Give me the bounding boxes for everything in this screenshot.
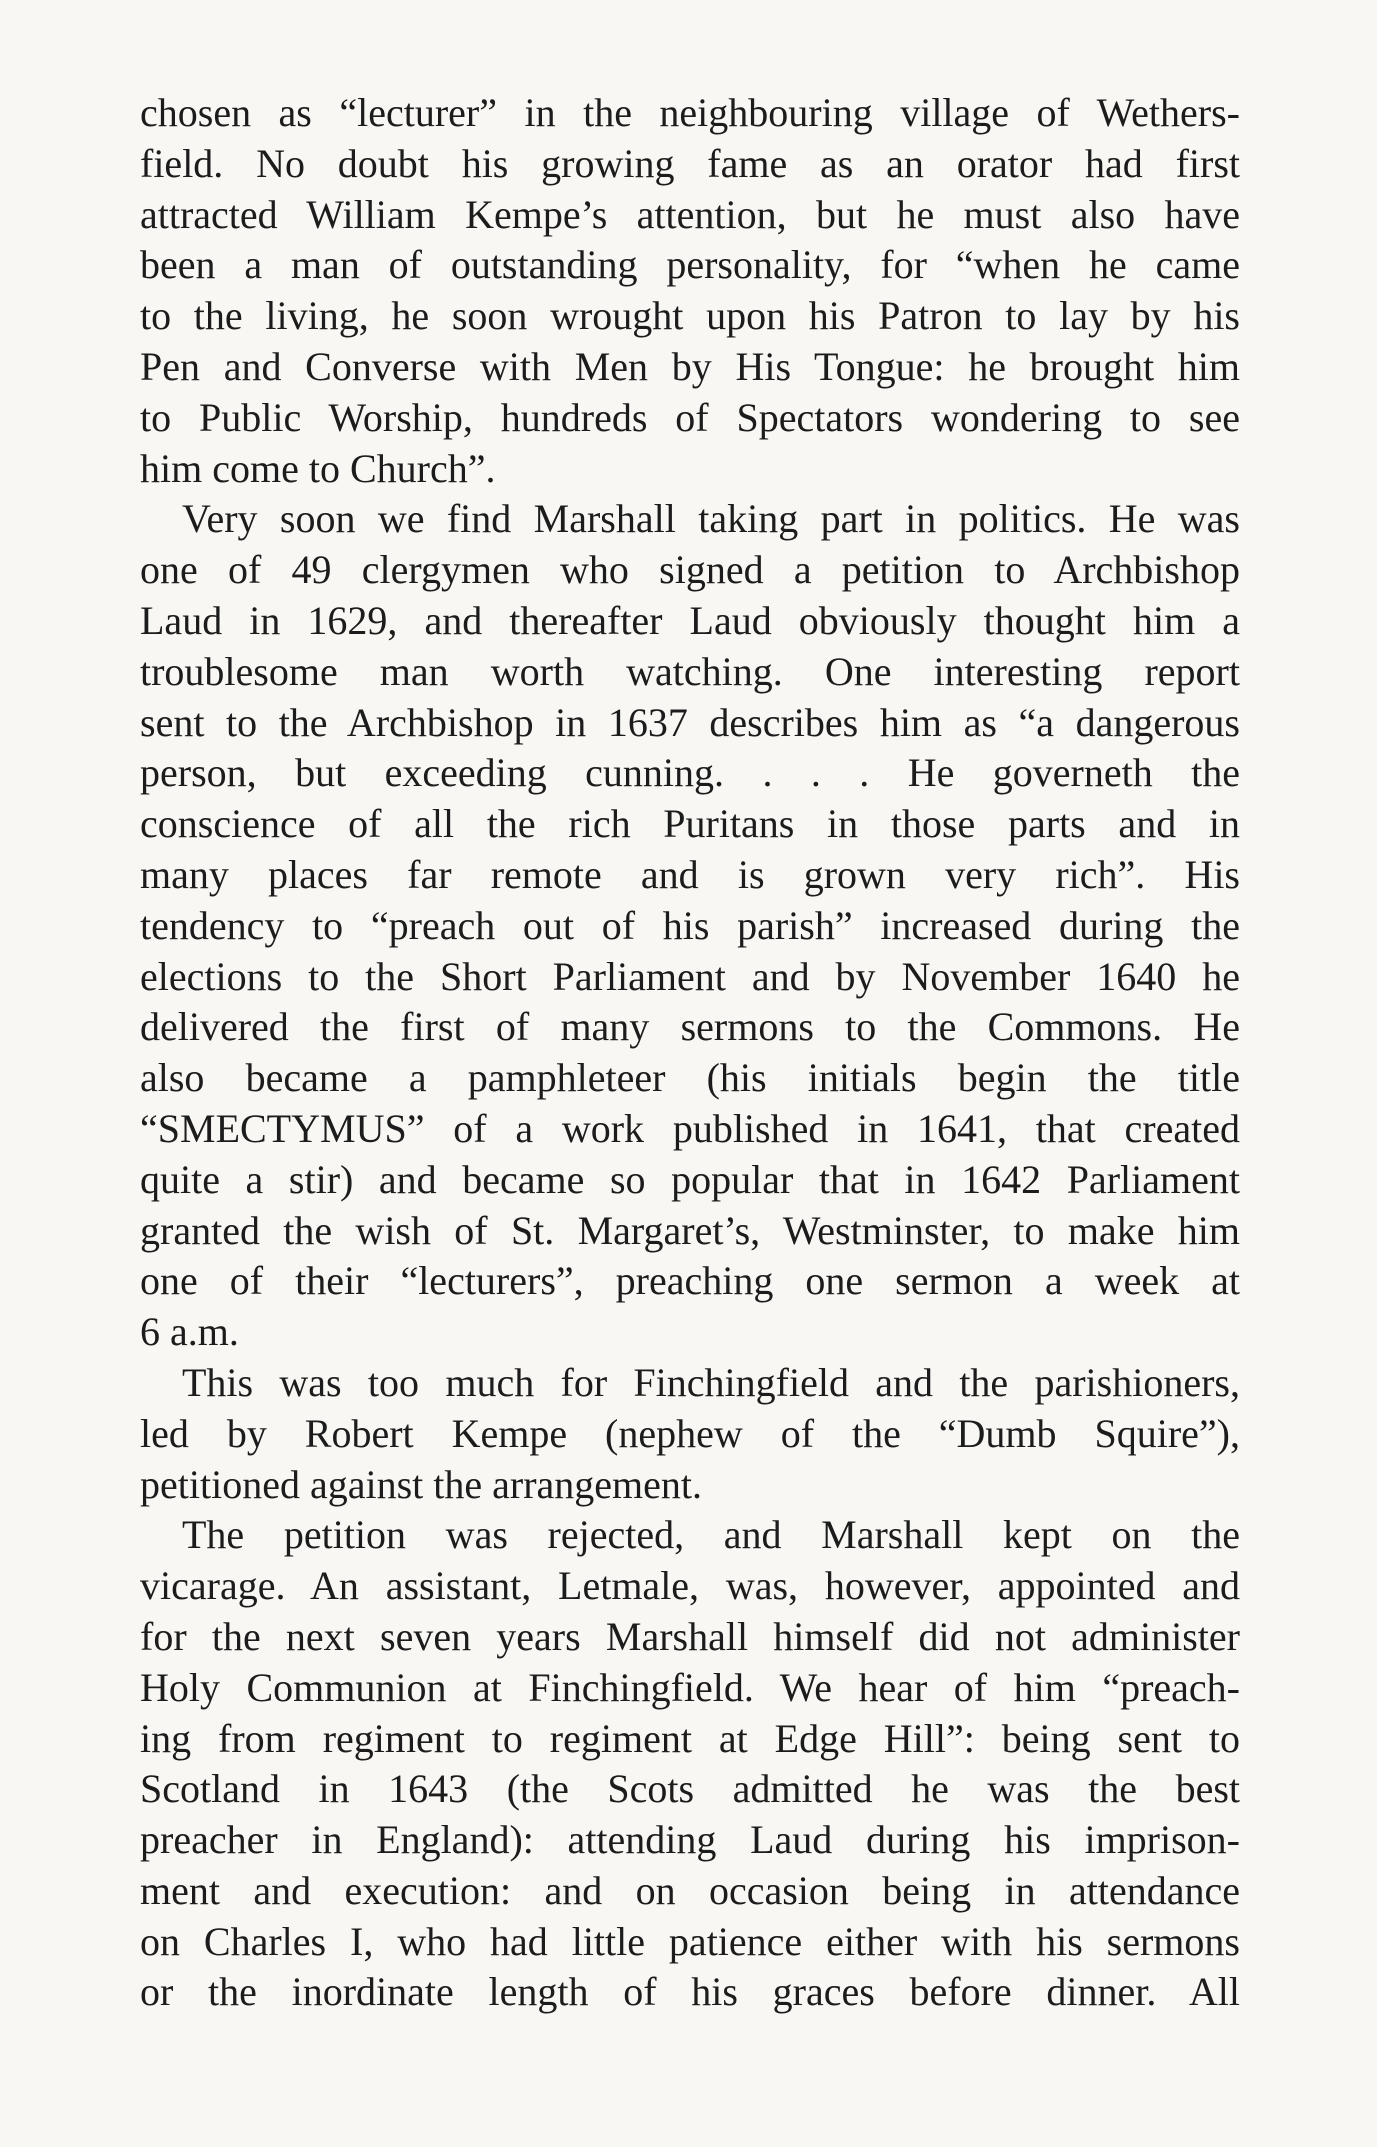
text-line: conscience of all the rich Puritans in those parts and in bbox=[140, 801, 1240, 847]
text-line: preacher in England): attending Laud during his imprison- bbox=[140, 1817, 1240, 1863]
text-line: person, but exceeding cunning. . . . He governeth the bbox=[140, 750, 1240, 796]
text-line: also became a pamphleteer (his initials begin the title bbox=[140, 1055, 1240, 1101]
text-line: vicarage. An assistant, Letmale, was, however, appointed and bbox=[140, 1563, 1240, 1609]
text-line: elections to the Short Parliament and by November 1640 he bbox=[140, 953, 1240, 999]
text-line: This was too much for Finchingfield and the parishioners, bbox=[182, 1359, 1240, 1405]
paragraph-1 bbox=[140, 88, 1240, 494]
text-line: ing from regiment to regiment at Edge Hill”: being sent to bbox=[140, 1715, 1240, 1761]
text-line: him come to Church”. bbox=[140, 445, 496, 491]
text-line: “SMECTYMUS” of a work published in 1641, that created bbox=[140, 1105, 1240, 1151]
text-line: to Public Worship, hundreds of Spectators wondering to see bbox=[140, 394, 1240, 440]
text-line: many places far remote and is grown very rich”. His bbox=[140, 851, 1240, 897]
text-line: one of 49 clergymen who signed a petition to Archbishop bbox=[140, 547, 1240, 593]
text-line: petitioned against the arrangement. bbox=[140, 1461, 703, 1507]
text-line: quite a stir) and became so popular that in 1642 Parliament bbox=[140, 1156, 1240, 1202]
text-line: chosen as “lecturer” in the neighbouring village of Wethers- bbox=[140, 90, 1240, 135]
text-line: been a man of outstanding personality, for “when he came bbox=[140, 242, 1240, 288]
paragraph-2 bbox=[140, 494, 1240, 1358]
paragraph-4 bbox=[140, 1510, 1240, 2018]
text-line: field. No doubt his growing fame as an orator had first bbox=[140, 140, 1240, 186]
text-line: The petition was rejected, and Marshall kept on the bbox=[182, 1512, 1240, 1558]
text-line: granted the wish of St. Margaret’s, Westminster, to make him bbox=[140, 1207, 1240, 1253]
text-line: Holy Communion at Finchingfield. We hear of him “preach- bbox=[140, 1664, 1240, 1710]
text-line: sent to the Archbishop in 1637 describes him as “a dangerous bbox=[140, 699, 1240, 745]
text-line: Pen and Converse with Men by His Tongue: he brought him bbox=[140, 343, 1240, 389]
text-line: Very soon we find Marshall taking part in politics. He was bbox=[182, 496, 1240, 542]
text-line: or the inordinate length of his graces before dinner. All bbox=[140, 1969, 1240, 2015]
text-line: for the next seven years Marshall himself did not administer bbox=[140, 1613, 1240, 1659]
text-line: Laud in 1629, and thereafter Laud obviously thought him a bbox=[140, 597, 1240, 643]
text-line: delivered the first of many sermons to the Commons. He bbox=[140, 1004, 1240, 1050]
text-line: Scotland in 1643 (the Scots admitted he was the best bbox=[140, 1766, 1240, 1812]
paragraph-3 bbox=[140, 1358, 1240, 1510]
text-line: to the living, he soon wrought upon his Patron to lay by his bbox=[140, 293, 1240, 339]
text-line: led by Robert Kempe (nephew of the “Dumb Squire”), bbox=[140, 1410, 1240, 1456]
text-line: troublesome man worth watching. One interesting report bbox=[140, 648, 1240, 694]
text-line: ment and execution: and on occasion being in attendance bbox=[140, 1867, 1240, 1913]
text-line: on Charles I, who had little patience either with his sermons bbox=[140, 1918, 1240, 1964]
text-line: 6 a.m. bbox=[140, 1309, 239, 1355]
text-line: tendency to “preach out of his parish” increased during the bbox=[140, 902, 1240, 948]
text-line: attracted William Kempe’s attention, but he must also have bbox=[140, 191, 1240, 237]
text-line: one of their “lecturers”, preaching one sermon a week at bbox=[140, 1258, 1240, 1304]
body-text bbox=[140, 88, 1240, 2018]
